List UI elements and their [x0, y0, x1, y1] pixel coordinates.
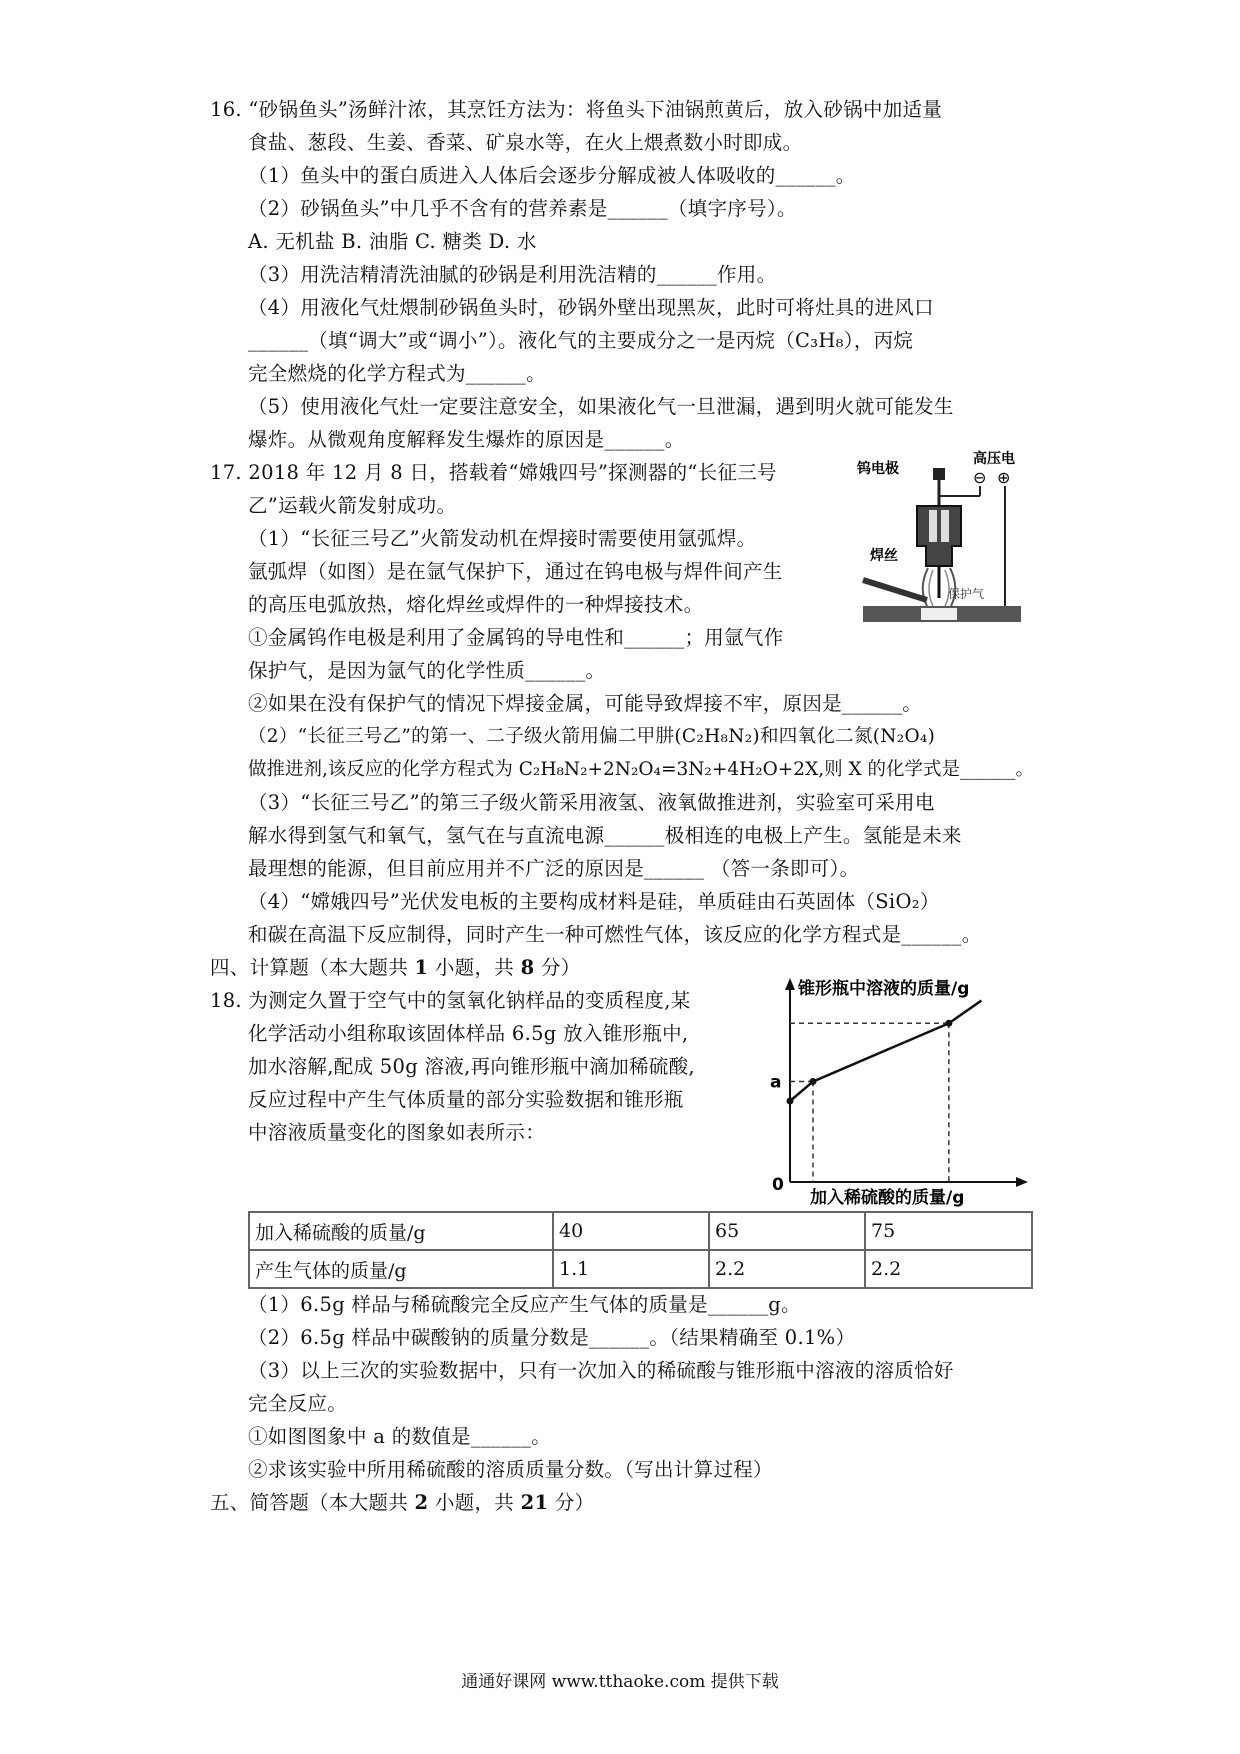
table-cell: 65	[709, 1212, 865, 1250]
chart-y-label: 锥形瓶中溶液的质量/g	[798, 979, 970, 999]
shielding-gas-label: 保护气	[948, 587, 985, 601]
section-5-heading: 五、简答题（本大题共 2 小题，共 21 分）	[210, 1491, 595, 1514]
q17-line-6: ①金属钨作电极是利用了金属钨的导电性和______；用氩气作	[248, 626, 784, 649]
q18-line-4: 反应过程中产生气体质量的部分实验数据和锥形瓶	[248, 1088, 684, 1111]
q18-sub-3c: ①如图图象中 a 的数值是______。	[248, 1425, 552, 1448]
q17-line-5: 的高压电弧放热，熔化焊丝或焊件的一种焊接技术。	[248, 593, 704, 616]
table-cell: 40	[553, 1212, 709, 1250]
q17-line-12: 解水得到氢气和氧气，氢气在与直流电源______极相连的电极上产生。氢能是未来	[248, 824, 962, 847]
series-line	[790, 1001, 981, 1101]
q16-line-3: （1）鱼头中的蛋白质进入人体后会逐步分解成被人体吸收的______。	[248, 164, 856, 187]
table-cell: 加入稀硫酸的质量/g	[249, 1212, 553, 1250]
q16-line-8: ______（填“调大”或“调小”）。液化气的主要成分之一是丙烷（C₃H₈），丙烷	[248, 329, 914, 352]
tungsten-electrode-label: 钨电极	[857, 461, 899, 477]
q18-sub-1: （1）6.5g 样品与稀硫酸完全反应产生气体的质量是______g。	[248, 1293, 801, 1316]
data-table	[248, 1211, 1033, 1289]
table-cell: 产生气体的质量/g	[249, 1250, 553, 1288]
q17-line-9: （2）“长征三号乙”的第一、二子级火箭用偏二甲肼(C₂H₈N₂)和四氧化二氮(N₂O₄)	[248, 726, 936, 747]
q18-sub-3d: ②求该实验中所用稀硫酸的溶质质量分数。（写出计算过程）	[248, 1458, 773, 1481]
table-cell: 1.1	[553, 1250, 709, 1288]
q17-line-10: 做推进剂,该反应的化学方程式为 C₂H₈N₂+2N₂O₄=3N₂+4H₂O+2X,则 X 的化学式是______。	[248, 759, 1035, 780]
q18-line-3: 加水溶解,配成 50g 溶液,再向锥形瓶中滴加稀硫酸,	[248, 1055, 695, 1078]
chart-a-tick-label: a	[770, 1072, 782, 1093]
q16-line-4: （2）砂锅鱼头”中几乎不含有的营养素是______（填字序号）。	[248, 197, 797, 220]
solution-mass-chart	[760, 968, 1035, 1208]
argon-welding-figure	[855, 448, 1030, 628]
table-row	[249, 1250, 1032, 1288]
q17-line-2: 乙”运载火箭发射成功。	[248, 494, 457, 517]
table-cell: 75	[865, 1212, 1032, 1250]
q16-line-6: （3）用洗洁精清洗油腻的砂锅是利用洗洁精的______作用。	[248, 263, 777, 286]
q16-line-2: 食盐、葱段、生姜、香菜、矿泉水等，在火上煨煮数小时即成。	[248, 131, 803, 154]
q16-line-9: 完全燃烧的化学方程式为______。	[248, 362, 546, 385]
q17-line-8: ②如果在没有保护气的情况下焊接金属，可能导致焊接不牢，原因是______。	[248, 692, 923, 715]
y-axis-arrow-icon	[785, 978, 795, 990]
chart-x-label: 加入稀硫酸的质量/g	[810, 1188, 965, 1208]
chart-origin-label: 0	[772, 1175, 784, 1195]
section-4-heading: 四、计算题（本大题共 1 小题，共 8 分）	[210, 956, 581, 979]
q17-line-4: 氩弧焊（如图）是在氩气保护下，通过在钨电极与焊件间产生	[248, 560, 783, 583]
data-point	[945, 1020, 952, 1027]
q18-line-2: 化学活动小组称取该固体样品 6.5g 放入锥形瓶中,	[248, 1022, 689, 1045]
table-row	[249, 1212, 1032, 1250]
q16-line-11: 爆炸。从微观角度解释发生爆炸的原因是______。	[248, 428, 685, 451]
q17-line-15: 和碳在高温下反应制得，同时产生一种可燃性气体，该反应的化学方程式是______。	[248, 923, 982, 946]
q18-sub-3b: 完全反应。	[248, 1392, 348, 1415]
data-point	[809, 1078, 816, 1085]
data-point	[787, 1098, 794, 1105]
q17-line-3: （1）“长征三号乙”火箭发动机在焊接时需要使用氩弧焊。	[248, 527, 757, 550]
q17-line-7: 保护气，是因为氩气的化学性质______。	[248, 659, 606, 682]
q18-sub-2: （2）6.5g 样品中碳酸钠的质量分数是______。（结果精确至 0.1%）	[248, 1326, 856, 1349]
high-voltage-label: 高压电	[973, 451, 1015, 467]
filler-wire-label: 焊丝	[870, 548, 898, 564]
q16-line-10: （5）使用液化气灶一定要注意安全，如果液化气一旦泄漏，遇到明火就可能发生	[248, 395, 954, 418]
q16-line-1: 16. “砂锅鱼头”汤鲜汁浓，其烹饪方法为：将鱼头下油锅煎黄后，放入砂锅中加适量	[210, 98, 943, 121]
q18-sub-3a: （3）以上三次的实验数据中，只有一次加入的稀硫酸与锥形瓶中溶液的溶质恰好	[248, 1359, 954, 1382]
q17-line-11: （3）“长征三号乙”的第三子级火箭采用液氢、液氧做推进剂，实验室可采用电	[248, 791, 935, 814]
q17-line-13: 最理想的能源，但目前应用并不广泛的原因是______ （答一条即可）。	[248, 857, 860, 880]
table-cell: 2.2	[865, 1250, 1032, 1288]
plus-terminal-icon: ⊕	[997, 468, 1011, 487]
footer-credit: 通通好课网 www.tthaoke.com 提供下载	[461, 1672, 779, 1692]
q17-line-14: （4）“嫦娥四号”光伏发电板的主要构成材料是硅，单质硅由石英固体（SiO₂）	[248, 890, 940, 913]
q18-line-5: 中溶液质量变化的图象如表所示：	[248, 1121, 546, 1144]
q18-line-1: 18. 为测定久置于空气中的氢氧化钠样品的变质程度,某	[210, 989, 691, 1012]
minus-terminal-icon: ⊖	[973, 468, 987, 487]
q17-line-1: 17. 2018 年 12 月 8 日，搭载着“嫦娥四号”探测器的“长征三号	[210, 461, 777, 484]
q16-line-7: （4）用液化气灶煨制砂锅鱼头时，砂锅外壁出现黑灰，此时可将灶具的进风口	[248, 296, 934, 319]
q16-options: A. 无机盐 B. 油脂 C. 糖类 D. 水	[248, 230, 537, 253]
x-axis-arrow-icon	[1016, 1177, 1028, 1187]
table-cell: 2.2	[709, 1250, 865, 1288]
